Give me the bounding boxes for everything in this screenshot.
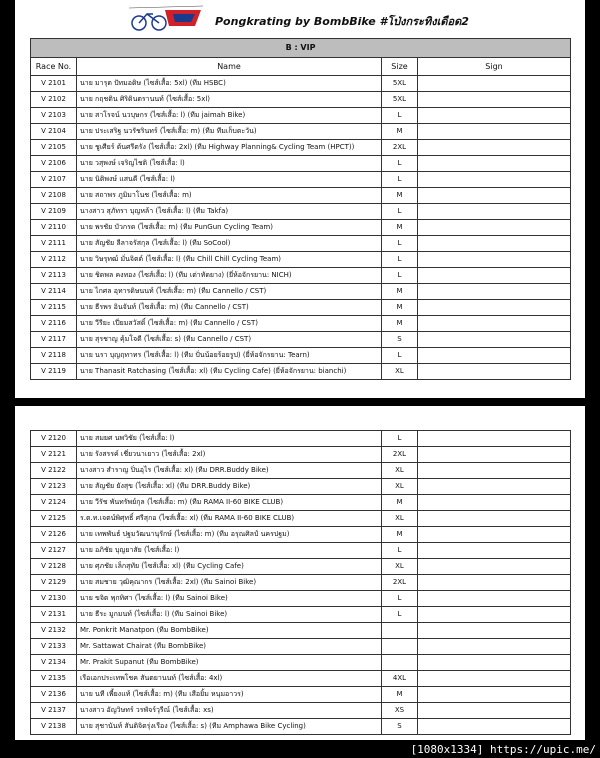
table-row — [31, 252, 571, 268]
name-cell: นาย กฤชติน ศิริดินตรานนท์ (ไซส์เสื้อ: 5xl) — [77, 92, 382, 108]
table-row — [31, 316, 571, 332]
race-no-cell: V 2101 — [31, 76, 77, 92]
sign-cell — [418, 623, 571, 639]
name-cell: Mr. Ponkrit Manatpon (ทีม BombBike) — [77, 623, 382, 639]
table-row — [31, 511, 571, 527]
size-cell: L — [382, 543, 418, 559]
race-no-cell: V 2103 — [31, 108, 77, 124]
size-cell — [382, 623, 418, 639]
race-no-cell: V 2133 — [31, 639, 77, 655]
race-no-cell: V 2110 — [31, 220, 77, 236]
race-no-cell: V 2130 — [31, 591, 77, 607]
table-row — [31, 559, 571, 575]
table-row — [31, 703, 571, 719]
sign-cell — [418, 252, 571, 268]
race-no-cell: V 2121 — [31, 447, 77, 463]
size-cell: L — [382, 607, 418, 623]
table-row — [31, 172, 571, 188]
page-title: Pongkrating by BombBike #โป่งกระทิงเดือด2 — [215, 15, 469, 28]
size-cell: XL — [382, 479, 418, 495]
table-row — [31, 639, 571, 655]
table-row — [31, 431, 571, 447]
sign-cell — [418, 719, 571, 735]
name-cell: นาย ศุภชัย เล็กสุทัย (ไซส์เสื้อ: xl) (ทีม Cycling Cafe) — [77, 559, 382, 575]
sign-cell — [418, 268, 571, 284]
race-no-cell: V 2116 — [31, 316, 77, 332]
table-row — [31, 687, 571, 703]
name-cell: นาย ธีรพร อินจันท์ (ไซส์เสื้อ: m) (ทีม Cannello / CST) — [77, 300, 382, 316]
sign-cell — [418, 220, 571, 236]
race-no-cell: V 2119 — [31, 364, 77, 380]
name-cell: นางสาว สำราญ ปิ่นอุไร (ไซส์เสื้อ: xl) (ทีม DRR.Buddy Bike) — [77, 463, 382, 479]
name-cell: นาย วิษรุทฒ์ มั่นจิตต์ (ไซส์เสื้อ: l) (ทีม Chill Chill Cycling Team) — [77, 252, 382, 268]
name-cell: นาย นิติพงษ์ แสนดี (ไซส์เสื้อ: l) — [77, 172, 382, 188]
size-cell: S — [382, 332, 418, 348]
race-no-cell: V 2136 — [31, 687, 77, 703]
size-cell: XL — [382, 559, 418, 575]
table-row — [31, 268, 571, 284]
table-row — [31, 204, 571, 220]
sign-cell — [418, 316, 571, 332]
name-cell: นาย สาโรจน์ นวบุษกร (ไซส์เสื้อ: l) (ทีม jaimah Bike) — [77, 108, 382, 124]
race-no-cell: V 2124 — [31, 495, 77, 511]
size-cell: L — [382, 204, 418, 220]
name-cell: นาย วีรัช พันทรัพย์กุล (ไซส์เสื้อ: m) (ทีม RAMA II-60 BIKE CLUB) — [77, 495, 382, 511]
table-row — [31, 220, 571, 236]
table-row — [31, 591, 571, 607]
sign-cell — [418, 591, 571, 607]
sign-cell — [418, 204, 571, 220]
race-no-cell: V 2104 — [31, 124, 77, 140]
sign-cell — [418, 364, 571, 380]
table-row — [31, 348, 571, 364]
name-cell: นาย เทพพันธ์ ปฐมวัฒนานุรักษ์ (ไซส์เสื้อ: m) (ทีม อรุณศิลป์ นครปฐม) — [77, 527, 382, 543]
table-row — [31, 447, 571, 463]
sign-cell — [418, 559, 571, 575]
name-cell: นาย ไกศล อุทารดิษนนท์ (ไซส์เสื้อ: m) (ทีม Cannello / CST) — [77, 284, 382, 300]
name-cell: นาย ชูเศียร์ ต้นศรีตรัง (ไซส์เสื้อ: 2xl) (ทีม Highway Planning& Cycling Team (HPCT)) — [77, 140, 382, 156]
size-cell: L — [382, 252, 418, 268]
race-no-cell: V 2138 — [31, 719, 77, 735]
sign-cell — [418, 76, 571, 92]
name-cell: นาย ชิดพล คงทอง (ไซส์เสื้อ: l) (ทีม เต่าทัดยาง) (ยี่ห้อจักรยาน: NICH) — [77, 268, 382, 284]
sign-cell — [418, 92, 571, 108]
name-cell: นาย พรชัย บัวกรด (ไซส์เสื้อ: m) (ทีม PunGun Cycling Team) — [77, 220, 382, 236]
table-row — [31, 300, 571, 316]
size-cell: M — [382, 300, 418, 316]
race-no-cell: V 2120 — [31, 431, 77, 447]
size-cell: M — [382, 687, 418, 703]
name-cell: นาย สุรชาญ คุ้มโจดี (ไซส์เสื้อ: s) (ทีม Cannello / CST) — [77, 332, 382, 348]
race-no-cell: V 2132 — [31, 623, 77, 639]
header-size: Size — [382, 58, 418, 76]
name-cell: นาย รังสรรค์ เชี่ยวนาเยาว (ไซส์เสื้อ: 2xl) — [77, 447, 382, 463]
name-cell: นาย สมยศ นพวิชัย (ไซส์เสื้อ: l) — [77, 431, 382, 447]
name-cell: นาย มารุต ปัทมอดิษ (ไซส์เสื้อ: 5xl) (ทีม HSBC) — [77, 76, 382, 92]
table-row — [31, 364, 571, 380]
sign-cell — [418, 687, 571, 703]
header-race-no: Race No. — [31, 58, 77, 76]
sign-cell — [418, 607, 571, 623]
race-no-cell: V 2131 — [31, 607, 77, 623]
size-cell: 2XL — [382, 447, 418, 463]
size-cell: 2XL — [382, 575, 418, 591]
size-cell: 5XL — [382, 76, 418, 92]
table-row — [31, 543, 571, 559]
race-no-cell: V 2126 — [31, 527, 77, 543]
size-cell: M — [382, 220, 418, 236]
name-cell: เรือเอกประเทพโชค สันตยานนท์ (ไซส์เสื้อ: 4xl) — [77, 671, 382, 687]
size-cell: L — [382, 236, 418, 252]
sign-cell — [418, 703, 571, 719]
race-no-cell: V 2135 — [31, 671, 77, 687]
name-cell: นาย อภิชัย บุญยาสัย (ไซส์เสื้อ: l) — [77, 543, 382, 559]
size-cell: S — [382, 719, 418, 735]
sign-cell — [418, 543, 571, 559]
race-no-cell: V 2105 — [31, 140, 77, 156]
size-cell: 4XL — [382, 671, 418, 687]
sheet-page-2 — [15, 406, 585, 740]
watermark-text: [1080x1334] https://upic.me/ — [410, 743, 596, 756]
name-cell: นาย สถาพร ภูมิมาโนช (ไซส์เสื้อ: m) — [77, 188, 382, 204]
race-no-cell: V 2111 — [31, 236, 77, 252]
name-cell: นาย Thanasit Ratchasing (ไซส์เสื้อ: xl) (ทีม Cycling Cafe) (ยี่ห้อจักรยาน: bianchi) — [77, 364, 382, 380]
table-row — [31, 463, 571, 479]
name-cell: นาย ประเสริฐ นวรัชรินทร์ (ไซส์เสื้อ: m) (ทีม ทีมเก็บตะวัน) — [77, 124, 382, 140]
race-no-cell: V 2122 — [31, 463, 77, 479]
size-cell: XS — [382, 703, 418, 719]
race-no-cell: V 2106 — [31, 156, 77, 172]
table-row — [31, 623, 571, 639]
size-cell: M — [382, 124, 418, 140]
table-row — [31, 575, 571, 591]
size-cell: M — [382, 316, 418, 332]
sign-cell — [418, 655, 571, 671]
size-cell: L — [382, 348, 418, 364]
race-no-cell: V 2127 — [31, 543, 77, 559]
table-row — [31, 655, 571, 671]
name-cell: นาย ขจิต พุกทิศา (ไซส์เสื้อ: l) (ทีม Sainoi Bike) — [77, 591, 382, 607]
sign-cell — [418, 575, 571, 591]
sign-cell — [418, 479, 571, 495]
table-row — [31, 479, 571, 495]
table-row — [31, 108, 571, 124]
sign-cell — [418, 332, 571, 348]
table-row — [31, 188, 571, 204]
name-cell: นาย วีรียะ เปี่ยมสวัสดิ์ (ไซส์เสื้อ: m) (ทีม Cannello / CST) — [77, 316, 382, 332]
name-cell: นางสาว สุภัทรา บุญหล้า (ไซส์เสื้อ: l) (ทีม Takfa) — [77, 204, 382, 220]
sheet-page-1 — [15, 0, 585, 398]
sign-cell — [418, 284, 571, 300]
table-row — [31, 332, 571, 348]
size-cell: M — [382, 527, 418, 543]
race-no-cell: V 2109 — [31, 204, 77, 220]
name-cell: นาย สัญชัย ลีลาจรัสกุล (ไซส์เสื้อ: l) (ทีม SoCool) — [77, 236, 382, 252]
size-cell: M — [382, 284, 418, 300]
race-no-cell: V 2102 — [31, 92, 77, 108]
sign-cell — [418, 495, 571, 511]
sign-cell — [418, 156, 571, 172]
sign-cell — [418, 447, 571, 463]
race-no-cell: V 2118 — [31, 348, 77, 364]
sign-cell — [418, 348, 571, 364]
name-cell: นางสาว อัญวิษทร์ วรพัจร์วุรีณ์ (ไซส์เสื้อ: xs) — [77, 703, 382, 719]
size-cell: L — [382, 268, 418, 284]
table-row — [31, 92, 571, 108]
table-row — [31, 156, 571, 172]
name-cell: นาย สมชาย วุฒิคุณากร (ไซส์เสื้อ: 2xl) (ทีม Sainoi Bike) — [77, 575, 382, 591]
size-cell — [382, 655, 418, 671]
header-name: Name — [77, 58, 382, 76]
race-no-cell: V 2137 — [31, 703, 77, 719]
sign-cell — [418, 172, 571, 188]
sign-cell — [418, 527, 571, 543]
size-cell: L — [382, 431, 418, 447]
table-row — [31, 124, 571, 140]
table-row — [31, 719, 571, 735]
size-cell: M — [382, 188, 418, 204]
name-cell: นาย นที เพี้ยงแท้ (ไซส์เสื้อ: m) (ทีม เสือยิ้ม หนุมอาวร) — [77, 687, 382, 703]
sign-cell — [418, 431, 571, 447]
race-no-cell: V 2107 — [31, 172, 77, 188]
table-row — [31, 607, 571, 623]
name-cell: Mr. Sattawat Chairat (ทีม BombBike) — [77, 639, 382, 655]
cycling-logo-icon — [125, 4, 205, 32]
race-no-cell: V 2115 — [31, 300, 77, 316]
table-row — [31, 236, 571, 252]
size-cell: L — [382, 156, 418, 172]
sign-cell — [418, 671, 571, 687]
sign-cell — [418, 140, 571, 156]
race-no-cell: V 2112 — [31, 252, 77, 268]
race-no-cell: V 2114 — [31, 284, 77, 300]
name-cell: นาย ธีระ มูกมนท์ (ไซส์เสื้อ: l) (ทีม Sainoi Bike) — [77, 607, 382, 623]
race-no-cell: V 2125 — [31, 511, 77, 527]
sign-cell — [418, 511, 571, 527]
name-cell: นาย วสุพงษ์ เจริญไชติ (ไซส์เสื้อ: l) — [77, 156, 382, 172]
name-cell: นาย นรา บุญฤทาทร (ไซส์เสื้อ: l) (ทีม ปั่นน้อยร้อยรูป) (ยี่ห้อจักรยาน: Tearn) — [77, 348, 382, 364]
sign-cell — [418, 300, 571, 316]
race-no-cell: V 2128 — [31, 559, 77, 575]
race-no-cell: V 2117 — [31, 332, 77, 348]
sign-cell — [418, 124, 571, 140]
table-row — [31, 527, 571, 543]
table-row — [31, 495, 571, 511]
race-no-cell: V 2123 — [31, 479, 77, 495]
sign-cell — [418, 236, 571, 252]
sign-cell — [418, 188, 571, 204]
size-cell: 5XL — [382, 92, 418, 108]
sign-cell — [418, 463, 571, 479]
header-sign: Sign — [418, 58, 571, 76]
race-no-cell: V 2129 — [31, 575, 77, 591]
size-cell: L — [382, 108, 418, 124]
name-cell: นาย สุชานันท์ สันติจิตรุ่งเรือง (ไซส์เสื้อ: s) (ทีม Amphawa Bike Cycling) — [77, 719, 382, 735]
vip-roster-table — [30, 38, 571, 380]
race-no-cell: V 2134 — [31, 655, 77, 671]
size-cell: XL — [382, 463, 418, 479]
size-cell — [382, 639, 418, 655]
size-cell: M — [382, 495, 418, 511]
table-row — [31, 140, 571, 156]
race-no-cell: V 2113 — [31, 268, 77, 284]
name-cell: ร.ต.ท.เจตน์พิศุทธิ์ ศรีสุกอ (ไซส์เสื้อ: xl) (ทีม RAMA II-60 BIKE CLUB) — [77, 511, 382, 527]
sign-cell — [418, 639, 571, 655]
size-cell: XL — [382, 364, 418, 380]
table-row — [31, 284, 571, 300]
race-no-cell: V 2108 — [31, 188, 77, 204]
size-cell: XL — [382, 511, 418, 527]
name-cell: Mr. Prakit Supanut (ทีม BombBike) — [77, 655, 382, 671]
sign-cell — [418, 108, 571, 124]
section-title: B : VIP — [31, 39, 571, 58]
size-cell: L — [382, 591, 418, 607]
size-cell: L — [382, 172, 418, 188]
table-row — [31, 76, 571, 92]
size-cell: 2XL — [382, 140, 418, 156]
name-cell: นาย สัญชัย ยังสุข (ไซส์เสื้อ: xl) (ทีม DRR.Buddy Bike) — [77, 479, 382, 495]
document-header — [15, 0, 585, 35]
table-row — [31, 671, 571, 687]
vip-roster-table-continued — [30, 430, 571, 735]
